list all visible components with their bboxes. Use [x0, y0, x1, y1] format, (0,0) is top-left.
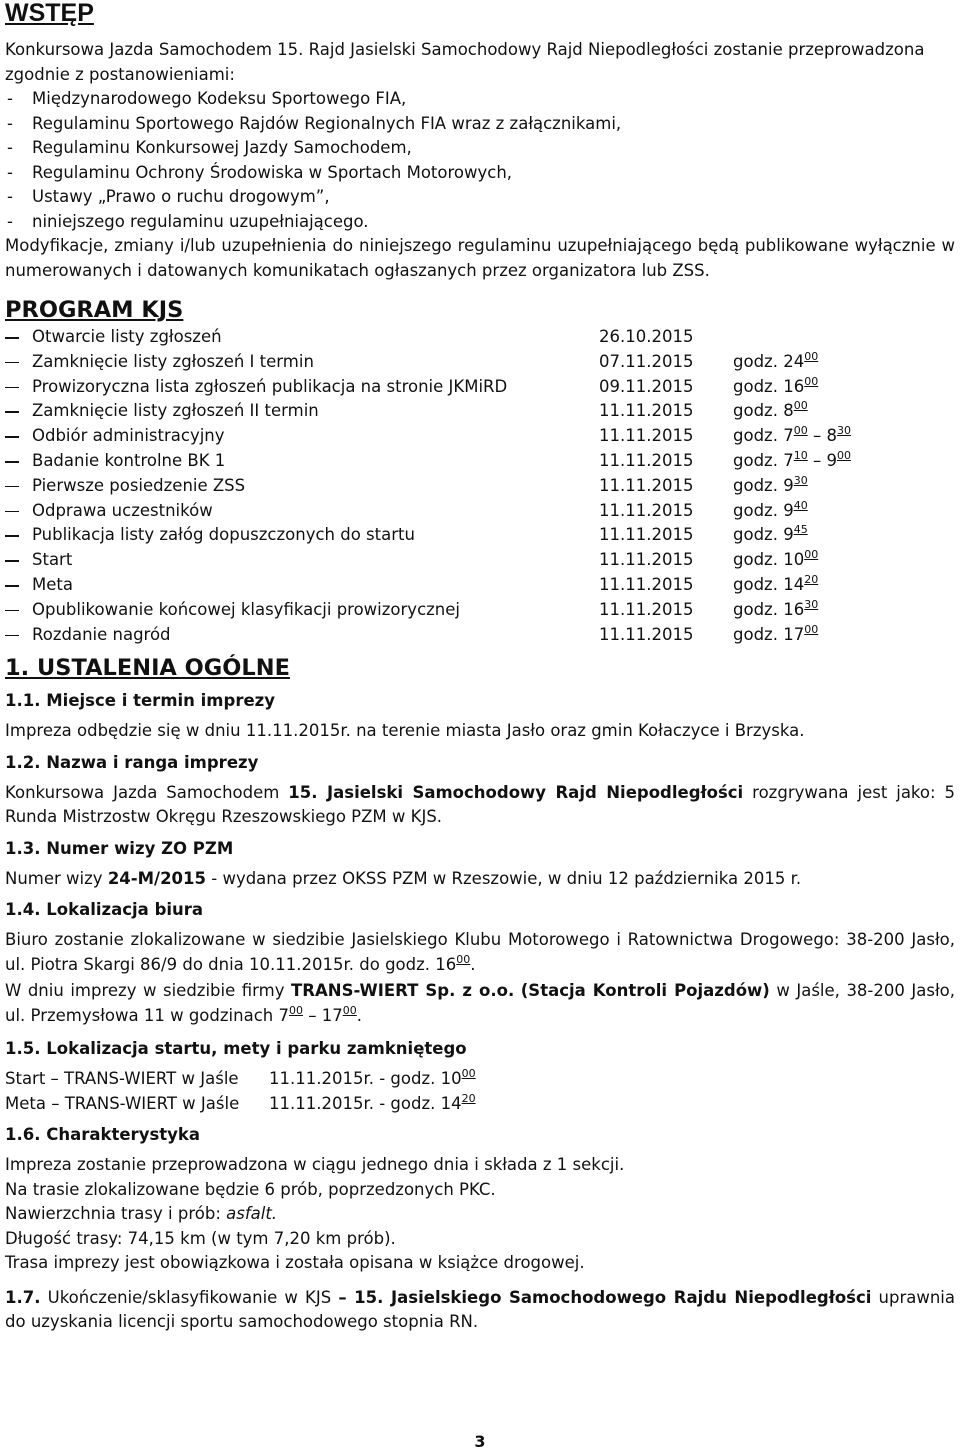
program-label: Otwarcie listy zgłoszeń: [32, 327, 222, 346]
section-1-2-text: Konkursowa Jazda Samochodem 15. Jasielski Samochodowy Rajd Niepodległości rozgrywana jest jako: 5 Runda Mistrzostw Okręgu Rzeszowskiego PZM w KJS.: [5, 782, 956, 827]
dash-icon: [5, 635, 19, 637]
program-time: godz. $7^{00} - 8^{30}$: [733, 424, 851, 446]
dash-icon: [5, 560, 19, 562]
program-row: [5, 424, 955, 449]
program-date: 11.11.2015: [599, 475, 694, 495]
dash-icon: [5, 362, 19, 364]
dash-icon: [5, 610, 19, 612]
section-1-1-text: Impreza odbędzie się w dniu 11.11.2015r. na terenie miasta Jasło oraz gmin Kołaczyce i Brzyska.: [5, 721, 805, 741]
program-time: godz. $16^{00}$: [733, 374, 819, 396]
section-1-2-title: 1.2. Nazwa i ranga imprezy: [5, 752, 259, 772]
program-time: godz. $16^{30}$: [733, 597, 819, 619]
program-date: 09.11.2015: [599, 376, 694, 396]
program-row: [5, 325, 955, 350]
list-item: - Ustawy „Prawo o ruchu drogowym”,: [7, 187, 330, 206]
program-date: 07.11.2015: [599, 351, 694, 371]
dash-icon: [5, 511, 19, 513]
characteristics-line: Nawierzchnia trasy i prób: asfalt.: [5, 1204, 278, 1224]
characteristics-line: Na trasie zlokalizowane będzie 6 prób, poprzedzonych PKC.: [5, 1179, 496, 1199]
dash-icon: [5, 585, 19, 587]
program-time: godz. $9^{30}$: [733, 473, 808, 495]
program-heading: PROGRAM KJS: [5, 297, 184, 323]
program-date: 11.11.2015: [599, 500, 694, 520]
program-date: 11.11.2015: [599, 450, 694, 470]
intro-text: Konkursowa Jazda Samochodem 15. Rajd Jasielski Samochodowy Rajd Niepodległości zostanie przeprowadzona zgodnie z postanowieniami:: [5, 40, 925, 84]
section-1-4-p1: Biuro zostanie zlokalizowane w siedzibie Jasielskiego Klubu Motorowego i Ratownictwa Drogowego: 38-200 Jasło, ul. Piotra Skargi 86/9 do dnia 10.11.2015r. do godz. $16^{00}$.: [5, 930, 955, 974]
program-row: [5, 474, 955, 499]
program-time: godz. $8^{00}$: [733, 399, 808, 421]
section-1-5-title: 1.5. Lokalizacja startu, mety i parku zamkniętego: [5, 1039, 467, 1059]
program-list: [5, 325, 955, 647]
program-label: Prowizoryczna lista zgłoszeń publikacja na stronie JKMiRD: [32, 376, 508, 396]
program-label: Zamknięcie listy zgłoszeń I termin: [32, 351, 314, 371]
dash-icon: [5, 535, 19, 537]
program-row: [5, 375, 955, 400]
program-label: Badanie kontrolne BK 1: [32, 450, 226, 470]
section-1-1-title: 1.1. Miejsce i termin imprezy: [5, 691, 276, 711]
dash-icon: [5, 461, 19, 463]
start-location-row: Start – TRANS-WIERT w Jaśle 11.11.2015r. - godz. $10^{00}$: [5, 1067, 476, 1089]
modifications-text: Modyfikacje, zmiany i/lub uzupełnienia do niniejszego regulaminu uzupełniającego będą publikowane wyłącznie w numerowanych i datowanych komunikatach ogłaszanych przez organizatora lub ZSS.: [5, 236, 955, 280]
list-item: - Regulaminu Sportowego Rajdów Regionalnych FIA wraz z załącznikami,: [7, 113, 622, 133]
dash-icon: [5, 337, 19, 339]
program-row: [5, 598, 955, 623]
characteristics-line: Długość trasy: 74,15 km (w tym 7,20 km prób).: [5, 1228, 396, 1248]
program-date: 11.11.2015: [599, 426, 694, 446]
program-row: [5, 523, 955, 548]
program-time: godz. $9^{45}$: [733, 523, 808, 545]
program-time: godz. $14^{20}$: [733, 572, 819, 594]
program-time: godz. $10^{00}$: [733, 548, 819, 570]
program-date: 11.11.2015: [599, 550, 694, 570]
program-label: Opublikowanie końcowej klasyfikacji prowizorycznej: [32, 599, 460, 619]
program-label: Meta: [32, 574, 73, 594]
dash-icon: [5, 411, 19, 413]
program-row: [5, 548, 955, 573]
list-item: - Międzynarodowego Kodeksu Sportowego FIA,: [7, 89, 407, 108]
program-label: Start: [32, 550, 73, 570]
section-1-4-title: 1.4. Lokalizacja biura: [5, 900, 204, 920]
intro-heading: WSTĘP: [5, 0, 94, 27]
program-time: godz. $24^{00}$: [733, 349, 819, 371]
program-row: [5, 350, 955, 375]
program-date: 11.11.2015: [599, 401, 694, 421]
page-number: 3: [474, 1432, 486, 1451]
list-item: - Regulaminu Ochrony Środowiska w Sportach Motorowych,: [7, 162, 513, 182]
section-1-7-text: 1.7. Ukończenie/sklasyfikowanie w KJS – 15. Jasielskiego Samochodowego Rajdu Niepodległości uprawnia do uzyskania licencji sportu samochodowego stopnia RN.: [5, 1287, 956, 1332]
program-label: Zamknięcie listy zgłoszeń II termin: [32, 401, 319, 421]
program-label: Odprawa uczestników: [32, 500, 213, 520]
regulations-list: [5, 87, 955, 234]
program-time: godz. $17^{00}$: [733, 622, 819, 644]
program-row: [5, 499, 955, 524]
characteristics-line: Trasa imprezy jest obowiązkowa i została opisana w książce drogowej.: [5, 1253, 585, 1273]
dash-icon: [5, 436, 19, 438]
section-1-4-p2: W dniu imprezy w siedzibie firmy TRANS-WIERT Sp. z o.o. (Stacja Kontroli Pojazdów) w Jaśle, 38-200 Jasło, ul. Przemysłowa 11 w godzinach $7^{00} - 17^{00}$.: [5, 981, 956, 1025]
general-heading: 1. USTALENIA OGÓLNE: [5, 655, 290, 682]
program-date: 11.11.2015: [599, 574, 694, 594]
program-date: 11.11.2015: [599, 624, 694, 644]
section-1-3-text: Numer wizy 24-M/2015 - wydana przez OKSS PZM w Rzeszowie, w dniu 12 października 2015 r.: [5, 868, 802, 888]
finish-location-row: Meta – TRANS-WIERT w Jaśle 11.11.2015r. - godz. $14^{20}$: [5, 1092, 476, 1114]
program-label: Odbiór administracyjny: [32, 426, 225, 446]
list-item: - niniejszego regulaminu uzupełniającego.: [7, 211, 369, 231]
program-row: [5, 449, 955, 474]
program-time: godz. $7^{10} - 9^{00}$: [733, 448, 851, 470]
program-label: Publikacja listy załóg dopuszczonych do startu: [32, 525, 415, 545]
section-1-3-title: 1.3. Numer wizy ZO PZM: [5, 838, 234, 858]
characteristics-line: Impreza zostanie przeprowadzona w ciągu jednego dnia i składa z 1 sekcji.: [5, 1155, 625, 1175]
program-date: 26.10.2015: [599, 327, 694, 346]
dash-icon: [5, 486, 19, 488]
program-row: [5, 623, 955, 648]
section-1-6-title: 1.6. Charakterystyka: [5, 1125, 201, 1145]
program-row: [5, 399, 955, 424]
program-row: [5, 573, 955, 598]
dash-icon: [5, 387, 19, 389]
program-time: godz. $9^{40}$: [733, 498, 808, 520]
list-item: - Regulaminu Konkursowej Jazdy Samochodem,: [7, 138, 412, 157]
program-label: Rozdanie nagród: [32, 624, 171, 644]
program-date: 11.11.2015: [599, 599, 694, 619]
document-page: [5, 0, 955, 1335]
program-date: 11.11.2015: [599, 525, 694, 545]
program-label: Pierwsze posiedzenie ZSS: [32, 475, 246, 495]
